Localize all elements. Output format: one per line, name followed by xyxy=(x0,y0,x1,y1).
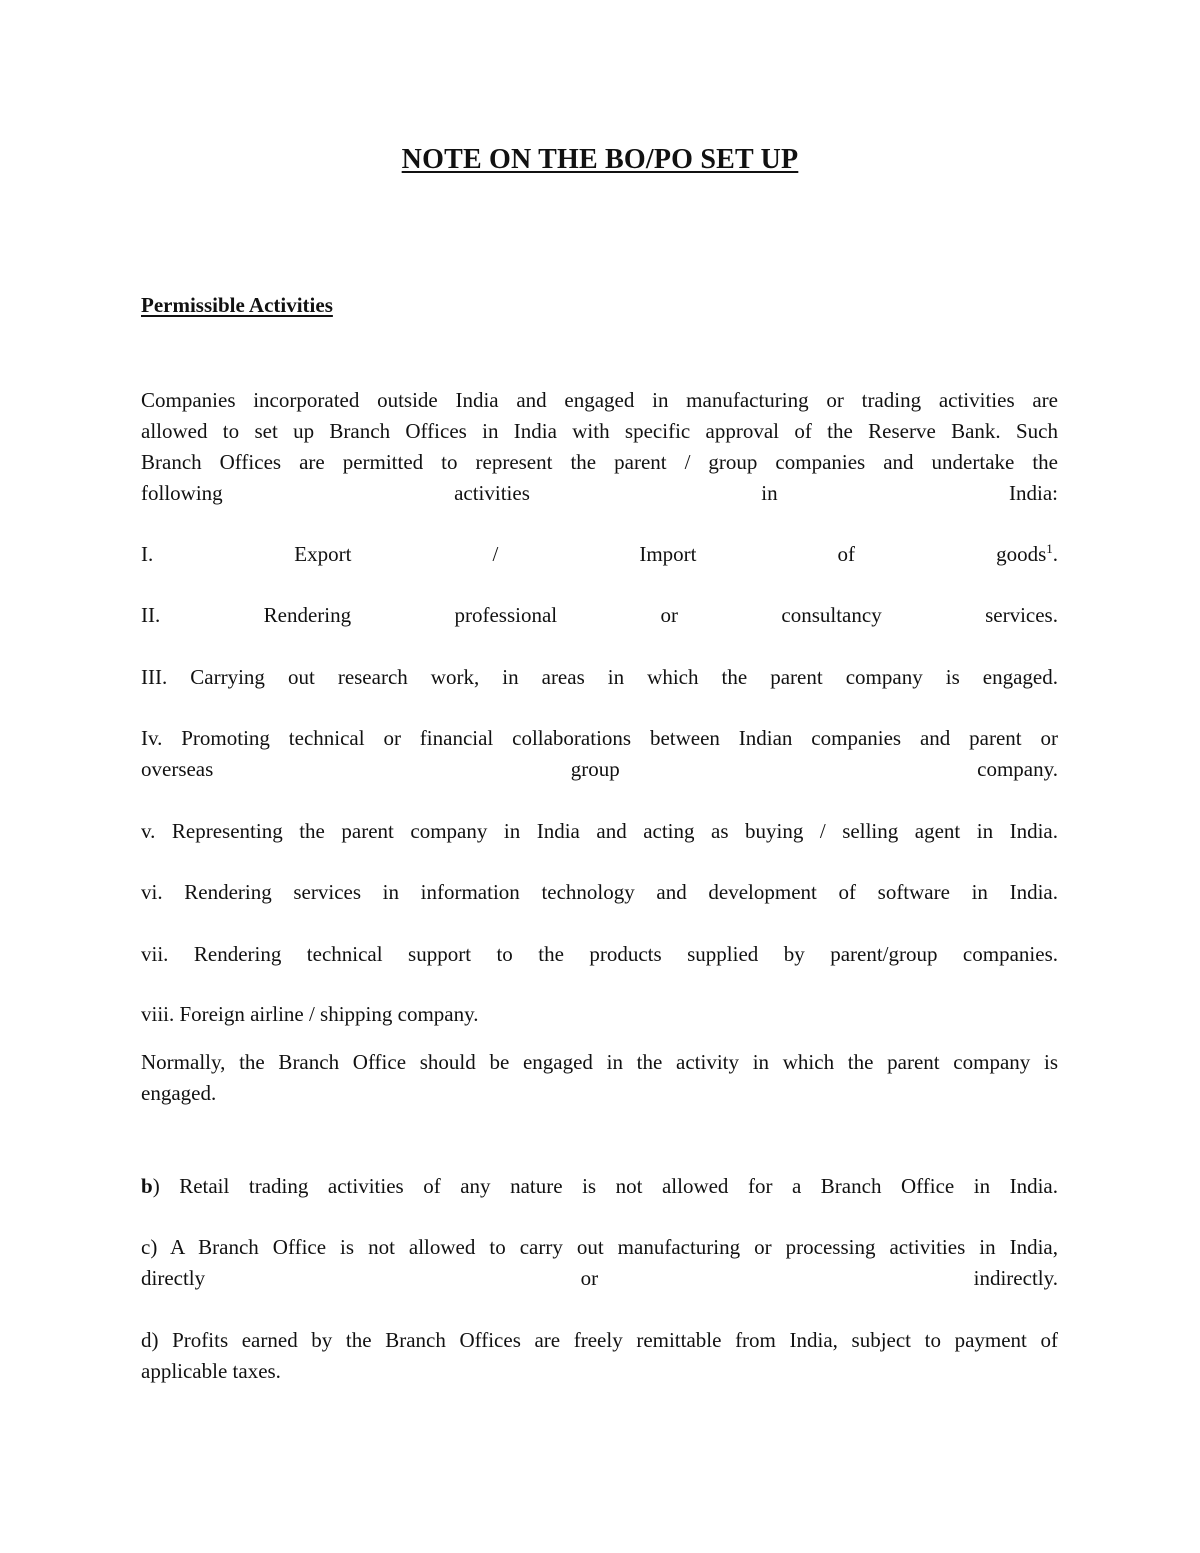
item-word: Export xyxy=(294,542,352,566)
list-item-v-text: v. Representing the parent company in India and acting as buying / selling agent in India. xyxy=(141,819,1058,843)
list-item-iii-text: III. Carrying out research work, in areas in which the parent company is engaged. xyxy=(141,665,1058,689)
item-word: II. xyxy=(141,603,161,627)
section-heading: Permissible Activities xyxy=(141,293,333,317)
intro-paragraph xyxy=(141,385,1058,509)
clause-b-line xyxy=(141,1171,1058,1202)
item-word: goods xyxy=(996,542,1047,566)
clause-b-label: b xyxy=(141,1174,153,1198)
intro-word: activities xyxy=(454,481,530,505)
list-item-v xyxy=(141,816,1058,847)
normally-line-2: engaged. xyxy=(141,1081,217,1105)
clause-c xyxy=(141,1232,1058,1294)
list-item-vii-text: vii. Rendering technical support to the products supplied by parent/group companies. xyxy=(141,942,1058,966)
list-item-iii xyxy=(141,662,1058,693)
item-word: services. xyxy=(985,603,1058,627)
item-word: consultancy xyxy=(781,603,882,627)
list-item-vi xyxy=(141,877,1058,908)
intro-line-1: Companies incorporated outside India and engaged in manufacturing or trading activities are xyxy=(141,388,1058,412)
normally-paragraph xyxy=(141,1047,1058,1109)
item-word: group xyxy=(570,757,620,781)
intro-line-2: allowed to set up Branch Offices in India with specific approval of the Reserve Bank. Such xyxy=(141,419,1058,443)
list-item-ii-line xyxy=(141,600,1058,631)
clause-b-text: ) Retail trading activities of any nature is not allowed for a Branch Office in India. xyxy=(152,1174,1058,1198)
intro-word: following xyxy=(141,481,223,505)
footnote-marker: 1 xyxy=(1046,541,1053,556)
list-item-vii xyxy=(141,939,1058,970)
clause-word: or xyxy=(580,1266,599,1290)
intro-line-4 xyxy=(141,478,1058,509)
intro-word: India: xyxy=(1009,481,1058,505)
document-title: NOTE ON THE BO/PO SET UP xyxy=(401,144,799,175)
clause-d xyxy=(141,1325,1058,1387)
clause-word: indirectly. xyxy=(973,1266,1058,1290)
item-word-end: . xyxy=(1052,542,1058,566)
list-item-i-line xyxy=(141,539,1058,570)
item-word: I. xyxy=(141,542,154,566)
clause-b xyxy=(141,1171,1058,1202)
item-word-last xyxy=(996,539,1058,570)
list-item-iv-line-1: Iv. Promoting technical or financial collaborations between Indian companies and parent or xyxy=(141,726,1058,750)
item-word: overseas xyxy=(141,757,214,781)
clause-d-line-2: applicable taxes. xyxy=(141,1359,281,1383)
item-word: of xyxy=(837,542,856,566)
item-word: company. xyxy=(977,757,1058,781)
intro-word: in xyxy=(761,481,778,505)
list-item-vi-text: vi. Rendering services in information technology and development of software in India. xyxy=(141,880,1058,904)
clause-word: directly xyxy=(141,1266,206,1290)
list-item-ii xyxy=(141,600,1058,631)
list-item-iv-line-2 xyxy=(141,754,1058,785)
list-item-viii xyxy=(141,999,1058,1030)
list-item-viii-text: viii. Foreign airline / shipping company. xyxy=(141,1002,479,1026)
clause-c-line-2 xyxy=(141,1263,1058,1294)
item-word: Rendering xyxy=(263,603,352,627)
list-item-iv xyxy=(141,723,1058,785)
list-item-i xyxy=(141,539,1058,570)
clause-d-line-1: d) Profits earned by the Branch Offices are freely remittable from India, subject to payment of xyxy=(141,1328,1058,1352)
normally-line-1: Normally, the Branch Office should be engaged in the activity in which the parent company is xyxy=(141,1050,1058,1074)
clause-c-line-1: c) A Branch Office is not allowed to carry out manufacturing or processing activities in India, xyxy=(141,1235,1058,1259)
item-word: Import xyxy=(639,542,697,566)
item-word: or xyxy=(660,603,679,627)
item-word: / xyxy=(492,542,499,566)
item-word: professional xyxy=(454,603,558,627)
intro-line-3: Branch Offices are permitted to represent the parent / group companies and undertake the xyxy=(141,450,1058,474)
